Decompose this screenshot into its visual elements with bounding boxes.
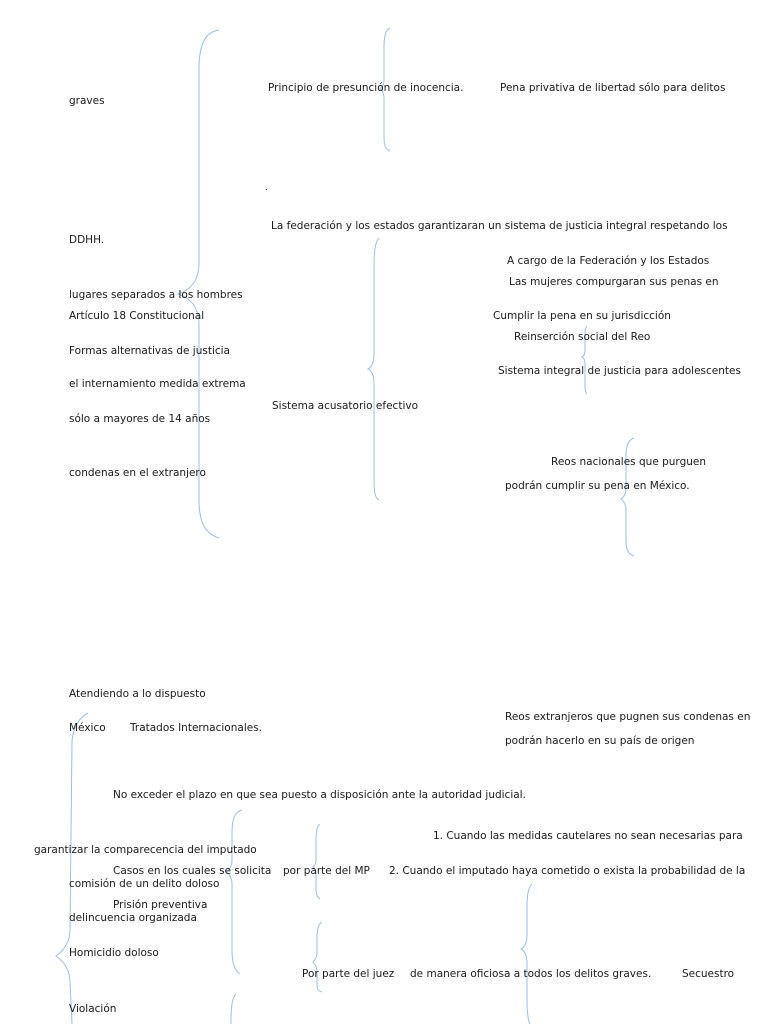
text-ddhh: DDHH. xyxy=(69,234,105,246)
text-por-parte-mp: por parte del MP xyxy=(283,865,370,877)
text-lugares-separados: lugares separados a los hombres xyxy=(69,289,243,301)
brace-articulo-18 xyxy=(178,30,219,538)
text-graves: graves xyxy=(69,95,105,107)
text-comision-delito: comisión de un delito doloso xyxy=(69,878,220,890)
text-mujeres-compurgaran: Las mujeres compurgaran sus penas en xyxy=(509,276,719,288)
text-formas-alternativas: Formas alternativas de justicia xyxy=(69,345,230,357)
text-homicidio-doloso: Homicidio doloso xyxy=(69,947,159,959)
text-garantizar-comparecencia: garantizar la comparecencia del imputado xyxy=(34,844,257,856)
text-presuncion-inocencia: Principio de presunción de inocencia. xyxy=(268,82,464,94)
text-casos-solicita: Casos en los cuales se solicita xyxy=(113,865,272,877)
brace-mp xyxy=(313,824,320,899)
text-condenas-extranjero: condenas en el extranjero xyxy=(69,467,206,479)
text-mexico: México xyxy=(69,722,106,734)
text-reos-extranjeros: Reos extranjeros que pugnen sus condenas en xyxy=(505,711,751,723)
text-sistema-integral: Sistema integral de justicia para adolescentes xyxy=(498,365,741,377)
brace-casos xyxy=(226,810,242,974)
brace-prision-preventiva xyxy=(56,713,88,1024)
text-mayores-14: sólo a mayores de 14 años xyxy=(69,413,211,425)
text-podran-origen: podrán hacerlo en su país de origen xyxy=(505,735,695,747)
text-reinsercion-social: Reinserción social del Reo xyxy=(514,331,651,343)
text-cumplir-pena: Cumplir la pena en su jurisdicción xyxy=(493,310,671,322)
text-reos-nacionales: Reos nacionales que purguen xyxy=(551,456,706,468)
text-delincuencia-organizada: delincuencia organizada xyxy=(69,912,197,924)
brace-delitos-graves xyxy=(521,884,532,1024)
text-internamiento: el internamiento medida extrema xyxy=(69,378,246,390)
text-no-exceder-plazo: No exceder el plazo en que sea puesto a disposición ante la autoridad judicial. xyxy=(113,789,526,801)
text-cuando-2: 2. Cuando el imputado haya cometido o exista la probabilidad de la xyxy=(389,865,746,877)
text-federacion-estados: La federación y los estados garantizaran un sistema de justicia integral respetando los xyxy=(271,220,728,232)
text-prision-preventiva: Prisión preventiva xyxy=(113,899,208,911)
text-a-cargo: A cargo de la Federación y los Estados xyxy=(507,255,710,267)
text-podran-mexico: podrán cumplir su pena en México. xyxy=(505,480,690,492)
brace-juez xyxy=(313,922,322,992)
text-secuestro: Secuestro xyxy=(682,968,735,980)
stray-dot: . xyxy=(265,183,268,192)
text-violacion: Violación xyxy=(69,1003,117,1015)
brace-violacion xyxy=(231,994,236,1024)
text-atendiendo: Atendiendo a lo dispuesto xyxy=(69,688,206,700)
brace-acusatorio xyxy=(368,238,379,500)
text-oficiosa-delitos-graves: de manera oficiosa a todos los delitos graves. xyxy=(410,968,652,980)
text-por-parte-juez: Por parte del juez xyxy=(302,968,395,980)
text-tratados-internacionales: Tratados Internacionales. xyxy=(130,722,263,734)
text-articulo-18: Artículo 18 Constitucional xyxy=(69,310,205,322)
text-pena-privativa: Pena privativa de libertad sólo para delitos xyxy=(500,82,726,94)
text-cuando-1: 1. Cuando las medidas cautelares no sean necesarias para xyxy=(433,830,743,842)
text-sistema-acusatorio: Sistema acusatorio efectivo xyxy=(272,400,418,412)
